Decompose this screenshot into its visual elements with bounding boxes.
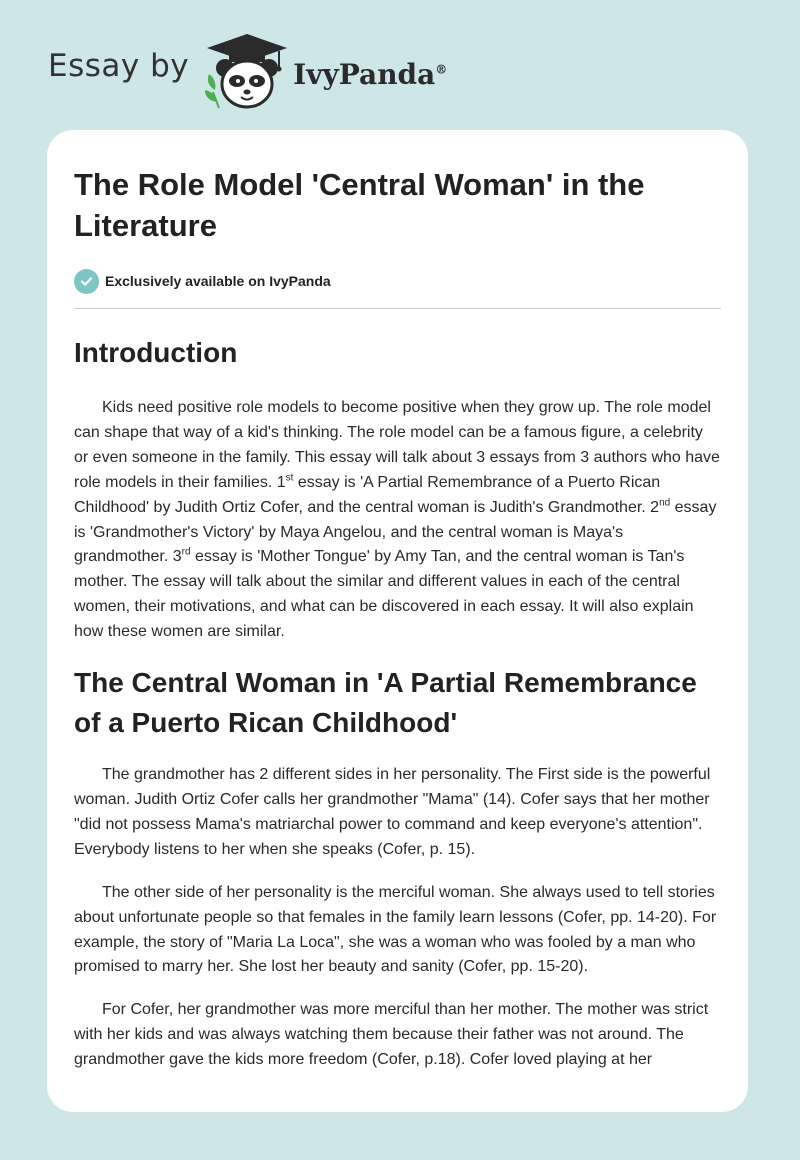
registered-mark: ® [435, 62, 448, 77]
article-card [47, 130, 748, 1112]
article-title: The Role Model 'Central Woman' in the Literature [74, 167, 645, 243]
brand-name: IvyPanda® [293, 57, 448, 91]
ordinal-suffix: st [285, 472, 294, 484]
section-heading-central-woman: The Central Woman in 'A Partial Remembrance of a Puerto Rican Childhood' [74, 667, 697, 739]
exclusive-label: Exclusively available on IvyPanda [105, 273, 331, 289]
brand-prefix: Essay by [48, 48, 190, 84]
section-heading-introduction: Introduction [74, 337, 238, 368]
paragraph: The grandmother has 2 different sides in her personality. The First side is the powerful woman. Judith Ortiz Cofer calls her grandmother "Mama" (14). Cofer says that her mother "did not possess Mama's matriarchal power to command and keep everyone's attention". Everybody listens to her when she speaks (Cofer, p. 15). [74, 766, 711, 858]
paragraph: For Cofer, her grandmother was more merciful than her mother. The mother was strict with her kids and was always watching them because their father was not around. The grandmother gave the kids more freedom (Cofer, p.18). Cofer loved playing at her [74, 1001, 709, 1069]
ordinal-suffix: rd [181, 547, 191, 559]
panda-logo-icon [203, 32, 291, 112]
brand-header [48, 32, 447, 112]
divider [74, 308, 721, 309]
ordinal-suffix: nd [659, 497, 671, 509]
check-icon [74, 269, 99, 294]
exclusive-badge [74, 268, 721, 294]
paragraph: The other side of her personality is the merciful woman. She always used to tell stories about unfortunate people so that females in the family learn lessons (Cofer, pp. 14-20). For example, the story of "Maria La Loca", she was a woman who was fooled by a man who promised to marry her. She lost her beauty and sanity (Cofer, pp. 15-20). [74, 883, 717, 976]
paragraph-intro: Kids need positive role models to become positive when they grow up. The role model can shape that way of a kid's thinking. The role model can be a famous figure, a celebrity or even someone in the family. This essay will talk about 3 essays from 3 authors who have role models in their families. 1st essay is 'A Partial Remembrance of a Puerto Rican Childhood' by Judith Ortiz Cofer, and the central woman is Judith's Grandmother. 2nd essay is 'Grandmother's Victory' by Maya Angelou, and the central woman is Maya's grandmother. 3rd essay is 'Mother Tongue' by Amy Tan, and the central woman is Tan's mother. The essay will talk about the similar and different values in each of the central women, their motivations, and what can be discovered in each essay. It will also explain how these women are similar. [74, 399, 720, 641]
